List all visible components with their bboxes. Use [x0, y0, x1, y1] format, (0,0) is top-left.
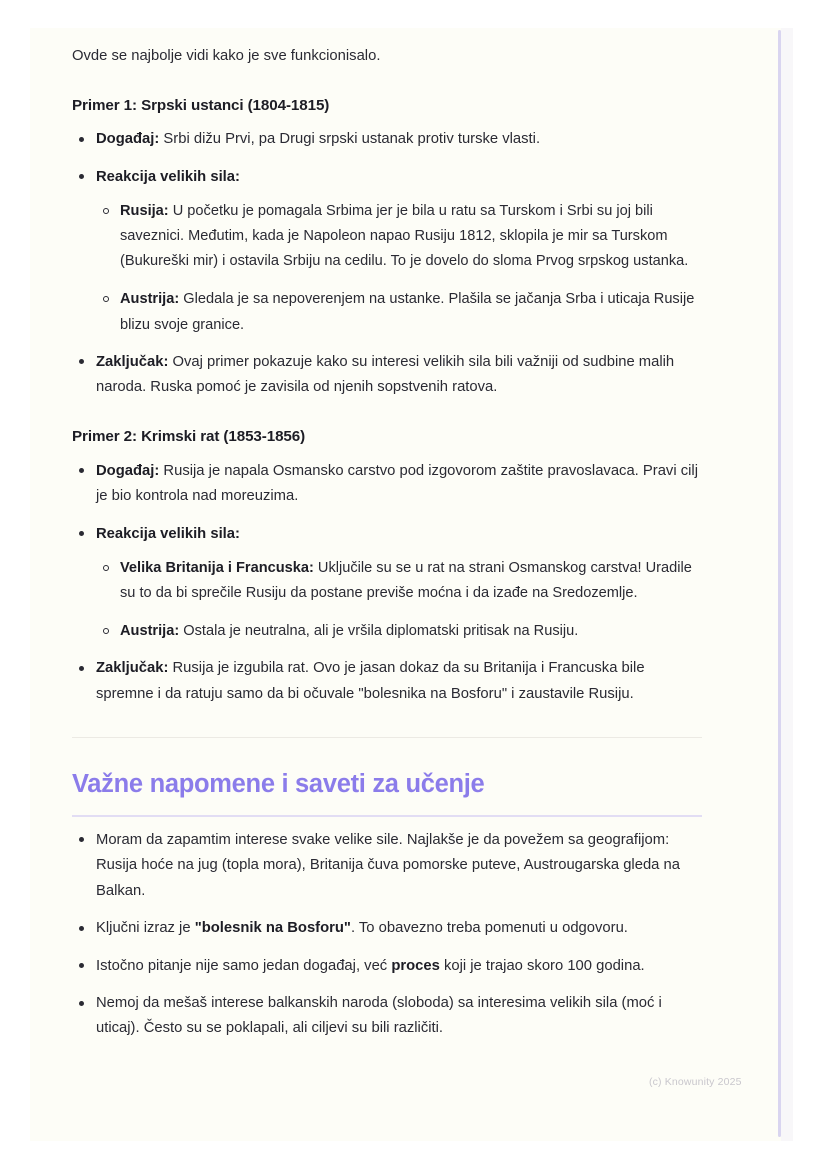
sub-list-item-text: Ostala je neutralna, ali je vršila diplomatski pritisak na Rusiju.: [179, 623, 579, 640]
copyright-watermark: (c) Knowunity 2025: [649, 1076, 742, 1088]
example-bullet-list: [72, 459, 702, 707]
sub-list-item: [96, 199, 702, 274]
sub-list-item: [96, 287, 702, 337]
note-text: Nemoj da mešaš interese balkanskih naroda (sloboda) sa interesima velikih sila (moć i uticaj). Često su se poklapali, ali ciljevi su bili različiti.: [96, 995, 662, 1037]
list-item-label: Zaključak:: [96, 660, 169, 677]
example-heading: Primer 2: Krimski rat (1853-1856): [72, 428, 306, 446]
list-item-label: Reakcija velikih sila:: [96, 168, 240, 185]
notes-title-rule: [72, 815, 702, 817]
note-list-item: [72, 991, 702, 1042]
sub-list-item-label: Austrija:: [120, 623, 180, 640]
notes-list: [72, 828, 702, 1042]
note-text: . To obavezno treba pomenuti u odgovoru.: [350, 920, 628, 937]
list-item: [72, 656, 702, 707]
sub-list-item-label: Austrija:: [120, 291, 180, 308]
list-item-label: Reakcija velikih sila:: [96, 525, 240, 542]
sub-list-item-text: U početku je pomagala Srbima jer je bila u ratu sa Turskom i Srbi su joj bili saveznici. Međutim, kada je Napoleon napao Rusiju 1812, sklopila je mir sa Turskom (Bukureški mir) i ostavila Srbiju na cedilu. To je dovelo do sloma Prvog srpskog ustanka.: [120, 203, 689, 270]
sub-list-item-text: Uključile su se u rat na strani Osmanskog carstva! Uradile su to da bi sprečile Rusiju da postane previše moćna i da izađe na Sredozemlje.: [120, 560, 692, 602]
note-text: Moram da zapamtim interese svake velike sile. Najlakše je da povežem sa geografijom: Rusija hoće na jug (topla mora), Britanija čuva pomorske puteve, Austrougarska gleda na Balkan.: [96, 831, 680, 899]
list-item-label: Zaključak:: [96, 353, 169, 370]
list-item: [72, 459, 702, 510]
note-list-item: [72, 828, 702, 904]
sub-list-item-text: Gledala je sa nepoverenjem na ustanke. Plašila se jačanja Srba i uticaja Rusije blizu svoje granice.: [120, 291, 695, 333]
note-list-item: [72, 954, 702, 979]
list-item-text: Srbi dižu Prvi, pa Drugi srpski ustanak protiv turske vlasti.: [159, 131, 541, 148]
sub-list-item: [96, 556, 702, 606]
page-gutter: [781, 28, 793, 1141]
note-text: Istočno pitanje nije samo jedan događaj, već: [96, 957, 392, 974]
sub-list-item-label: Velika Britanija i Francuska:: [120, 560, 314, 577]
example-heading: Primer 1: Srpski ustanci (1804-1815): [72, 96, 330, 114]
list-item-text: Ovaj primer pokazuje kako su interesi velikih sila bili važniji od sudbine malih naroda. Ruska pomoć je zavisila od njenih sopstvenih ratova.: [96, 353, 675, 396]
sub-list-item: [96, 619, 702, 644]
list-item: [72, 350, 702, 401]
note-list-item: [72, 916, 702, 941]
list-item: [72, 522, 702, 645]
list-item-label: Događaj:: [96, 131, 160, 148]
lead-paragraph: Ovde se najbolje vidi kako je sve funkcionisalo.: [72, 48, 381, 64]
notes-section-title: Važne napomene i saveti za učenje: [72, 770, 485, 799]
section-divider: [72, 737, 702, 738]
note-emphasis: proces: [391, 957, 440, 974]
example-bullet-list: [72, 127, 702, 400]
example-sub-list: [96, 556, 702, 644]
note-text: koji je trajao skoro 100 godina.: [439, 957, 645, 974]
list-item-text: Rusija je napala Osmansko carstvo pod izgovorom zaštite pravoslavaca. Pravi cilj je bio kontrola nad moreuzima.: [96, 462, 698, 505]
list-item: [72, 127, 702, 152]
note-text: Ključni izraz je: [96, 920, 195, 937]
list-item-label: Događaj:: [96, 462, 160, 479]
document-content: [72, 28, 702, 1042]
list-item-text: Rusija je izgubila rat. Ovo je jasan dokaz da su Britanija i Francuska bile spremne i da ratuju samo da bi očuvale "bolesnika na Bosforu" i zaustavile Rusiju.: [96, 660, 645, 702]
note-emphasis: "bolesnik na Bosforu": [194, 920, 351, 937]
examples-container: [72, 95, 702, 707]
list-item: [72, 165, 702, 338]
example-sub-list: [96, 199, 702, 337]
document-page: [30, 28, 793, 1141]
sub-list-item-label: Rusija:: [120, 203, 169, 220]
vertical-scrollbar[interactable]: [778, 30, 781, 1137]
